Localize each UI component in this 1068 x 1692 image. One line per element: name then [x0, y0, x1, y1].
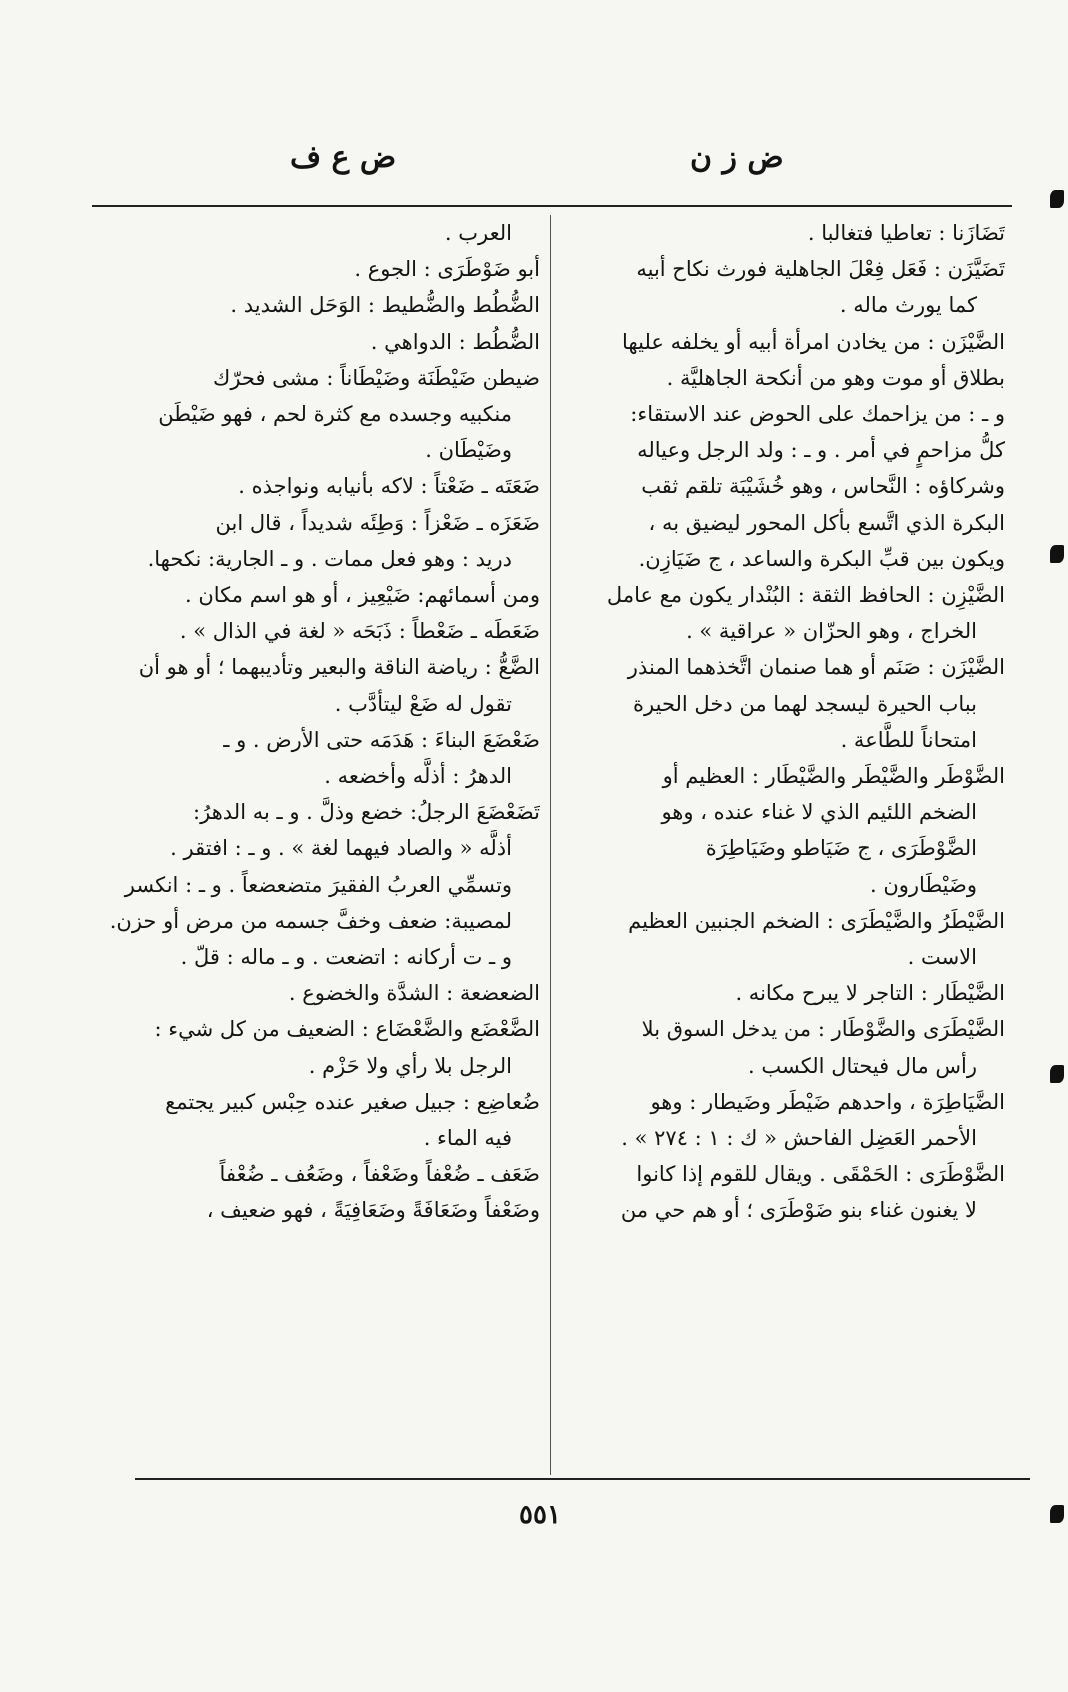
text-line: تَضَعْضَعَ الرجلُ: خضع وذلَّ . و ـ به الدهرُ: — [193, 800, 540, 825]
text-line: ضَعْضَعَ البناءَ : هَدَمَه حتى الأرض . و ـ — [223, 727, 540, 752]
running-head-left: ض ع ف — [290, 140, 397, 175]
text-line: الضَّيْطَار : التاجر لا يبرح مكانه . — [735, 981, 1005, 1006]
text-line: الضَّيْزِن : الحافظ الثقة : البُنْدار يكون مع عامل — [606, 583, 1005, 608]
text-line: كلُّ مزاحمٍ في أمر . و ـ : ولد الرجل وعياله — [637, 438, 1005, 463]
text-line: الضعضعة : الشدَّة والخضوع . — [288, 981, 540, 1006]
text-line: الضَّعُّ : رياضة الناقة والبعير وتأديبهما ؛ أو هو أن — [138, 655, 540, 680]
text-line: رأس مال فيحتال الكسب . — [747, 1053, 977, 1078]
text-line: وضَعْفاً وضَعَافَةً وضَعَافِيَةً ، فهو ضعيف ، — [206, 1198, 540, 1223]
text-line: تقول له ضَعْ ليتأدَّب . — [334, 691, 512, 716]
text-line: وضَيْطَان . — [425, 438, 512, 463]
text-line: ويكون بين قبِّ البكرة والساعد ، ج ضَيَازِن. — [638, 546, 1005, 571]
margin-mark — [1050, 1065, 1064, 1083]
text-line: ومن أسمائهم: ضَيْعِيز ، أو هو اسم مكان . — [185, 583, 540, 608]
text-line: الدهرُ : أذلَّه وأخضعه . — [324, 764, 512, 789]
text-line: الضَّوْطَرَى ، ج ضَيَاطو وضَيَاطِرَة — [705, 836, 977, 861]
text-line: الأحمر العَضِل الفاحش « ك : ١ : ٢٧٤ » . — [621, 1126, 977, 1151]
text-line: وضَيْطَارون . — [870, 872, 977, 897]
text-line: الضَّوْطَرَى : الحَمْقَى . ويقال للقوم إذا كانوا — [636, 1162, 1005, 1187]
text-line: امتحاناً للطَّاعة . — [840, 727, 977, 752]
text-line: الضُّطُط والضُّطيط : الوَحَل الشديد . — [230, 293, 540, 318]
text-line: بطلاق أو موت وهو من أنكحة الجاهليَّة . — [666, 365, 1005, 390]
text-line: منكبيه وجسده مع كثرة لحم ، فهو ضَيْطَن — [158, 402, 512, 427]
text-line: البكرة الذي اتَّسع بأكل المحور ليضيق به ، — [648, 510, 1005, 535]
text-line: ضُعاضِع : جبيل صغير عنده حِبْس كبير يجتمع — [165, 1089, 540, 1114]
text-line: تَضَازَنا : تعاطيا فتغالبا . — [807, 221, 1005, 245]
left-column — [100, 215, 540, 1477]
text-line: ضَعَزَه ـ ضَعْزاً : وَطِئَه شديداً ، قال ابن — [215, 510, 540, 535]
text-line: الضَّيْطَرُ والضَّيْطَرَى : الضخم الجنبين العظيم — [628, 908, 1005, 933]
text-line: بباب الحيرة ليسجد لهما من دخل الحيرة — [633, 691, 977, 716]
bottom-rule — [135, 1478, 1030, 1480]
margin-mark — [1050, 545, 1064, 563]
text-line: ضَعَتَه ـ ضَعْتاً : لاكه بأنيابه ونواجذه . — [238, 474, 540, 499]
text-line: الضَّيَاطِرَة ، واحدهم ضَيْطَر وضَيطار : وهو — [650, 1089, 1005, 1114]
text-line: الضخم اللئيم الذي لا غناء عنده ، وهو — [661, 800, 977, 825]
text-line: الضَّعْضَع والضَّعْضَاع : الضعيف من كل شيء : — [154, 1017, 540, 1042]
text-line: لمصيبة: ضعف وخفَّ جسمه من مرض أو حزن. — [109, 908, 512, 933]
text-line: الخراج ، وهو الحزّان « عراقية » . — [686, 619, 977, 644]
text-line: الضُّطُط : الدواهي . — [370, 329, 540, 354]
right-column — [565, 215, 1005, 1477]
column-divider — [550, 215, 551, 1475]
text-line: أبو ضَوْطَرَى : الجوع . — [354, 257, 540, 282]
text-line: لا يغنون غناء بنو ضَوْطَرَى ؛ أو هم حي من — [620, 1198, 977, 1223]
text-line: الضَّوْطَر والضَّيْطَر والضَّيْطَار : العظيم أو — [662, 764, 1005, 789]
text-line: وشركاؤه : النَّحاس ، وهو خُشَيْبَة تلقم ثقب — [641, 474, 1005, 499]
text-line: الاست . — [907, 945, 977, 970]
text-line: ضَعَطَه ـ ضَعْطاً : ذَبَحَه « لغة في الذال » . — [179, 619, 540, 644]
text-line: الضَّيْزَن : صَنَم أو هما صنمان اتَّخذهما المنذر — [627, 655, 1005, 680]
text-line: كما يورث ماله . — [839, 293, 977, 318]
text-line: و ـ : من يزاحمك على الحوض عند الاستقاء: — [630, 402, 1005, 427]
page-number: ٥٥١ — [519, 1500, 561, 1530]
text-line: الضَّيْزَن : من يخادن امرأة أبيه أو يخلفه عليها — [622, 329, 1005, 354]
margin-mark — [1050, 1505, 1064, 1523]
top-rule — [92, 205, 1012, 207]
text-line: تَضَيَّزَن : فَعَل فِعْلَ الجاهلية فورث نكاح أبيه — [636, 257, 1005, 282]
text-line: ضيطن ضَيْطَنَة وضَيْطَاناً : مشى فحرّك — [213, 365, 540, 390]
text-line: دريد : وهو فعل ممات . و ـ الجارية: نكحها. — [147, 546, 512, 571]
text-line: الضَّيْطَرَى والضَّوْطَار : من يدخل السوق بلا — [641, 1017, 1005, 1042]
text-line: فيه الماء . — [423, 1126, 512, 1151]
text-line: أذلَّه « والصاد فيهما لغة » . و ـ : افتقر . — [170, 836, 512, 861]
running-head-right: ض ز ن — [690, 140, 784, 175]
margin-mark — [1050, 190, 1064, 208]
text-line: العرب . — [444, 221, 512, 245]
text-line: و ـ ت أركانه : اتضعت . و ـ ماله : قلّ . — [180, 945, 512, 970]
text-line: وتسمِّي العربُ الفقيرَ متضعضعاً . و ـ : انكسر — [124, 872, 512, 897]
text-line: الرجل بلا رأي ولا حَزْم . — [308, 1053, 512, 1078]
text-line: ضَعَف ـ ضُعْفاً وضَعْفاً ، وضَعُف ـ ضُعْفاً — [219, 1162, 540, 1187]
